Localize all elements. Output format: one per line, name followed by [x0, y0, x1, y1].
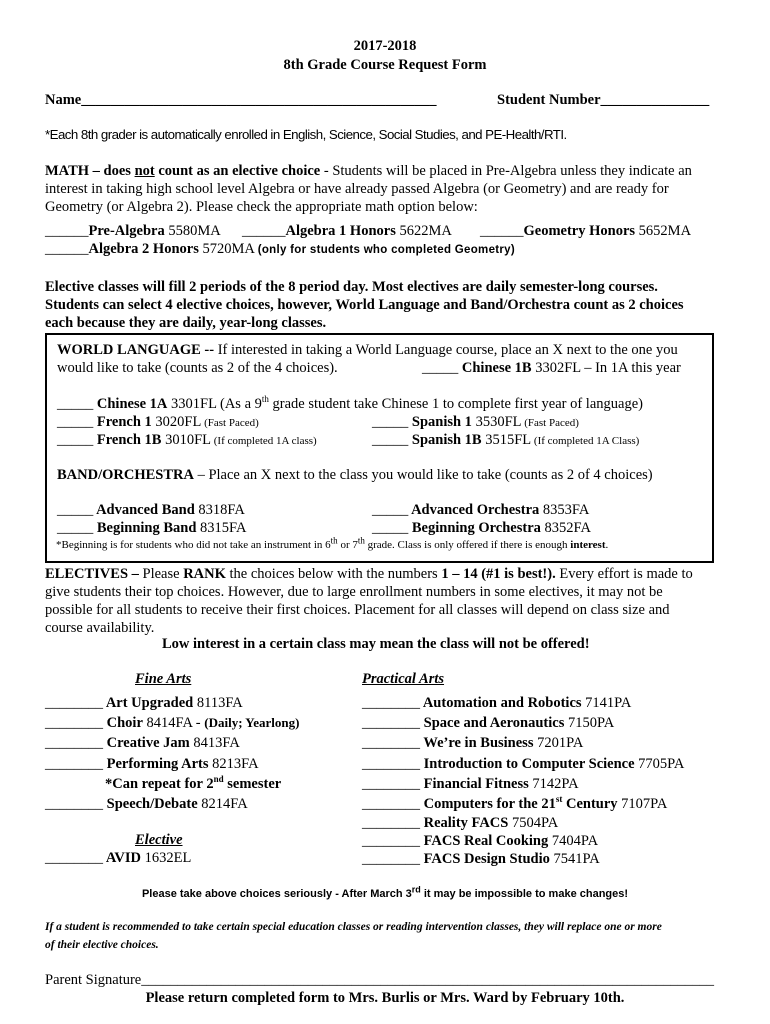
- course-chinese-1a[interactable]: [57, 396, 643, 413]
- name-label: Name: [45, 92, 82, 108]
- course-choir[interactable]: [45, 715, 299, 732]
- course-blank[interactable]: ________: [362, 833, 420, 849]
- course-code: 7141PA: [581, 695, 632, 711]
- course-name: Computers for the 21: [420, 796, 556, 812]
- course-name: Introduction to Computer Science: [420, 756, 635, 772]
- electives-intro: [45, 565, 745, 637]
- course-name: Beginning Band: [93, 520, 197, 536]
- course-note: (Fast Paced): [521, 417, 579, 429]
- course-name: Spanish 1B: [408, 432, 482, 448]
- math-option-note: (only for students who completed Geometry): [257, 244, 516, 256]
- course-name: Reality FACS: [420, 815, 509, 831]
- course-name: Chinese 1B: [458, 360, 532, 376]
- name-blank[interactable]: _________________________________________________: [81, 92, 437, 108]
- course-code: 8353FA: [539, 502, 590, 518]
- course-blank[interactable]: _____: [57, 396, 94, 412]
- elective-intro-l3: each because they are daily, year-long classes.: [45, 315, 327, 331]
- course-note: (Fast Paced): [201, 417, 259, 429]
- repeat-note-a: *Can repeat for 2: [105, 776, 214, 792]
- course-note: (If completed 1A class): [211, 435, 317, 447]
- electives-heading: ELECTIVES –: [45, 566, 139, 582]
- course-blank[interactable]: _____: [57, 520, 94, 536]
- electives-range: 1 – 14 (#1 is best!).: [441, 566, 556, 582]
- band-note-c: grade. Class is only offered if there is enough: [364, 539, 571, 551]
- course-code: 7107PA: [617, 796, 668, 812]
- course-beginning-band[interactable]: [57, 520, 247, 537]
- course-name: FACS Real Cooking: [420, 833, 549, 849]
- parent-signature-field[interactable]: [45, 972, 714, 989]
- electives-l4: course availability.: [45, 620, 155, 636]
- course-name: Space and Aeronautics: [420, 715, 565, 731]
- band-note-a: *Beginning is for students who did not take an instrument in 6: [56, 539, 331, 551]
- math-option-code: 5580MA: [164, 223, 221, 239]
- repeat-note-sup: nd: [213, 774, 224, 785]
- course-code: 8318FA: [194, 502, 245, 518]
- elective-heading: Elective: [135, 832, 183, 848]
- course-code: 8113FA: [193, 695, 243, 711]
- course-code: 7201PA: [533, 735, 584, 751]
- course-name: Beginning Orchestra: [408, 520, 541, 536]
- elective-intro: [45, 278, 745, 332]
- course-blank[interactable]: ________: [362, 695, 420, 711]
- course-code: 7142PA: [528, 776, 579, 792]
- repeat-note-b: semester: [223, 776, 282, 792]
- course-code: 3010FL: [161, 432, 211, 448]
- course-were-in-business[interactable]: [362, 735, 583, 752]
- take-seriously-note: [0, 884, 770, 900]
- course-chinese-1b[interactable]: [422, 360, 681, 377]
- course-code: 8214FA: [197, 796, 248, 812]
- course-facs-real-cooking[interactable]: [362, 833, 598, 850]
- course-blank[interactable]: _____: [422, 360, 459, 376]
- electives-l1-a: Please: [138, 566, 184, 582]
- name-field[interactable]: [45, 92, 437, 109]
- course-superscript: st: [555, 794, 563, 805]
- course-name: Advanced Orchestra: [408, 502, 540, 518]
- elective-intro-l1: Elective classes will fill 2 periods of the 8 period day. Most electives are daily semester-long courses.: [45, 279, 658, 295]
- course-name: Financial Fitness: [420, 776, 529, 792]
- course-facs-design-studio[interactable]: [362, 851, 600, 868]
- elective-intro-l2: Students can select 4 elective choices, however, World Language and Band/Orchestra count as 2 choices: [45, 297, 684, 313]
- course-blank[interactable]: _____: [57, 502, 94, 518]
- math-option-code: 5720MA: [198, 241, 258, 257]
- course-name: Art Upgraded: [103, 695, 194, 711]
- math-option-geometry-honors[interactable]: [480, 223, 691, 240]
- course-code: 3301FL (As a 9: [167, 396, 262, 412]
- course-beginning-orchestra[interactable]: [372, 520, 591, 537]
- course-space-aeronautics[interactable]: [362, 715, 614, 732]
- course-code-cont: grade student take Chinese 1 to complete first year of language): [268, 396, 643, 412]
- course-name: Speech/Debate: [103, 796, 198, 812]
- course-name: French 1B: [93, 432, 162, 448]
- course-name: Automation and Robotics: [420, 695, 582, 711]
- world-language-intro-l2: would like to take (counts as 2 of the 4 choices).: [57, 360, 338, 376]
- course-code: 3515FL: [481, 432, 532, 448]
- band-note-sup2: th: [357, 535, 365, 546]
- student-number-label: Student Number: [497, 92, 601, 108]
- course-name: Creative Jam: [103, 735, 190, 751]
- course-art-upgraded[interactable]: [45, 695, 243, 712]
- take-seriously-sup: rd: [411, 884, 421, 895]
- math-heading-not: not: [134, 163, 155, 179]
- course-financial-fitness[interactable]: [362, 776, 579, 793]
- course-creative-jam[interactable]: [45, 735, 240, 752]
- parent-signature-label: Parent Signature: [45, 972, 142, 988]
- special-education-l2: of their elective choices.: [45, 939, 159, 951]
- course-code: 7541PA: [549, 851, 600, 867]
- course-blank[interactable]: ________: [45, 796, 103, 812]
- band-note-b: or 7: [337, 539, 358, 551]
- electives-rank: RANK: [183, 566, 226, 582]
- course-advanced-orchestra[interactable]: [372, 502, 589, 519]
- course-french-1[interactable]: [57, 414, 259, 431]
- course-advanced-band[interactable]: [57, 502, 245, 519]
- practical-arts-heading: Practical Arts: [362, 671, 445, 687]
- course-code: 7150PA: [564, 715, 615, 731]
- course-name: AVID: [103, 850, 142, 866]
- course-reality-facs[interactable]: [362, 815, 558, 832]
- enroll-note: *Each 8th grader is automatically enrolled in English, Science, Social Studies, and PE-Health/RTI.: [45, 127, 567, 142]
- math-option-code: 5652MA: [635, 223, 692, 239]
- math-blank[interactable]: ______: [480, 223, 524, 239]
- course-spanish-1[interactable]: [372, 414, 579, 431]
- math-blank[interactable]: ______: [45, 241, 89, 257]
- math-heading-a: MATH – does: [45, 163, 135, 179]
- course-blank[interactable]: _____: [57, 432, 94, 448]
- course-name: French 1: [93, 414, 152, 430]
- math-option-code: 5622MA: [395, 223, 452, 239]
- return-instructions: Please return completed form to Mrs. Burlis or Mrs. Ward by February 10th.: [145, 990, 625, 1006]
- math-option-name: Geometry Honors: [523, 223, 636, 239]
- course-blank[interactable]: ________: [45, 735, 103, 751]
- take-seriously-a: Please take above choices seriously - After March 3: [141, 888, 412, 900]
- math-body-l1: - Students will be placed in Pre-Algebra unless they indicate an: [320, 163, 692, 179]
- course-blank[interactable]: ________: [362, 735, 420, 751]
- course-superscript: th: [261, 394, 269, 405]
- band-note-d: .: [605, 539, 609, 551]
- course-computers-21st-century[interactable]: [362, 796, 667, 813]
- course-automation-robotics[interactable]: [362, 695, 631, 712]
- course-name: Choir: [103, 715, 143, 731]
- band-orchestra-heading: BAND/ORCHESTRA: [57, 467, 194, 483]
- course-name: FACS Design Studio: [420, 851, 550, 867]
- student-number-field[interactable]: [497, 92, 709, 109]
- course-code: 8213FA: [208, 756, 259, 772]
- math-option-pre-algebra[interactable]: [45, 223, 221, 240]
- electives-l1-b: the choices below with the numbers: [225, 566, 442, 582]
- course-code: 8413FA: [189, 735, 240, 751]
- course-blank[interactable]: _____: [372, 414, 409, 430]
- electives-l3: possible for all students to receive their first choices. Placement for all classes will depend on class size and: [45, 602, 670, 618]
- take-seriously-b: it may be impossible to make changes!: [420, 888, 629, 900]
- math-body-l3: Geometry (or Algebra 2). Please check the appropriate math option below:: [45, 199, 478, 215]
- course-code: 8315FA: [196, 520, 247, 536]
- math-body-l2: interest in taking high school level Algebra or have already passed Algebra (or Geometry) and are ready for: [45, 181, 669, 197]
- electives-l2: give students their top choices. However, due to large enrollment numbers in some electives, it may not be: [45, 584, 663, 600]
- course-blank[interactable]: ________: [362, 756, 420, 772]
- math-option-algebra2-honors[interactable]: [45, 241, 515, 258]
- course-blank[interactable]: ________: [45, 850, 103, 866]
- course-note: (Daily; Yearlong): [204, 715, 300, 730]
- course-blank[interactable]: ________: [45, 695, 103, 711]
- course-blank[interactable]: ________: [45, 715, 103, 731]
- course-blank[interactable]: ________: [362, 715, 420, 731]
- course-name: Spanish 1: [408, 414, 472, 430]
- repeat-note: [105, 776, 281, 793]
- electives-l1-c: Every effort is made to: [555, 566, 693, 582]
- course-avid[interactable]: [45, 850, 191, 867]
- band-note: [56, 535, 609, 551]
- course-blank[interactable]: _____: [372, 432, 409, 448]
- math-option-name: Algebra 2 Honors: [88, 241, 199, 257]
- course-intro-computer-science[interactable]: [362, 756, 684, 773]
- course-name: Performing Arts: [103, 756, 209, 772]
- special-education-note: [45, 918, 745, 954]
- course-name-cont: Century: [562, 796, 618, 812]
- world-language-intro-l1: [57, 342, 678, 359]
- math-option-name: Pre-Algebra: [88, 223, 165, 239]
- parent-signature-blank[interactable]: _______________________________________________________________________________: [141, 972, 714, 988]
- band-note-sup1: th: [330, 535, 338, 546]
- band-orchestra-intro-text: – Place an X next to the class you would like to take (counts as 2 of 4 choices): [193, 467, 653, 483]
- fine-arts-heading: Fine Arts: [135, 671, 192, 687]
- form-title: 8th Grade Course Request Form: [283, 57, 487, 73]
- course-blank[interactable]: _____: [57, 414, 94, 430]
- course-french-1b[interactable]: [57, 432, 317, 449]
- course-blank[interactable]: ________: [362, 815, 420, 831]
- band-orchestra-intro: [57, 467, 653, 484]
- course-code: 7404PA: [548, 833, 599, 849]
- course-blank[interactable]: ________: [362, 851, 420, 867]
- math-section: [45, 162, 745, 216]
- special-education-l1: If a student is recommended to take certain special education classes or reading intervention classes, they will replace one or more: [45, 921, 662, 933]
- course-note: (If completed 1A Class): [531, 435, 640, 447]
- math-blank[interactable]: ______: [242, 223, 286, 239]
- course-code: 7705PA: [634, 756, 685, 772]
- course-blank[interactable]: ________: [45, 756, 103, 772]
- form-year: 2017-2018: [353, 38, 417, 54]
- course-performing-arts[interactable]: [45, 756, 259, 773]
- course-name: Advanced Band: [93, 502, 195, 518]
- math-option-algebra1-honors[interactable]: [242, 223, 452, 240]
- course-code: 3302FL – In 1A this year: [531, 360, 681, 376]
- course-speech-debate[interactable]: [45, 796, 248, 813]
- math-blank[interactable]: ______: [45, 223, 89, 239]
- math-heading-b: count as an elective choice: [154, 163, 321, 179]
- math-option-name: Algebra 1 Honors: [285, 223, 396, 239]
- course-blank[interactable]: ________: [362, 776, 420, 792]
- course-name: We’re in Business: [420, 735, 534, 751]
- course-blank[interactable]: ________: [362, 796, 420, 812]
- course-code: 1632EL: [141, 850, 192, 866]
- course-name: Chinese 1A: [93, 396, 168, 412]
- course-code: 3020FL: [151, 414, 202, 430]
- low-interest-warning: Low interest in a certain class may mean the class will not be offered!: [162, 636, 590, 652]
- course-blank[interactable]: _____: [372, 502, 409, 518]
- course-spanish-1b[interactable]: [372, 432, 639, 449]
- world-language-heading: WORLD LANGUAGE --: [57, 342, 218, 358]
- course-code: 8352FA: [540, 520, 591, 536]
- world-language-intro-text: If interested in taking a World Language course, place an X next to the one you: [217, 342, 678, 358]
- course-blank[interactable]: _____: [372, 520, 409, 536]
- band-note-bold: interest: [570, 539, 606, 551]
- course-code: 7504PA: [508, 815, 559, 831]
- course-code: 8414FA -: [142, 715, 205, 731]
- student-number-blank[interactable]: _______________: [600, 92, 710, 108]
- course-code: 3530FL: [471, 414, 522, 430]
